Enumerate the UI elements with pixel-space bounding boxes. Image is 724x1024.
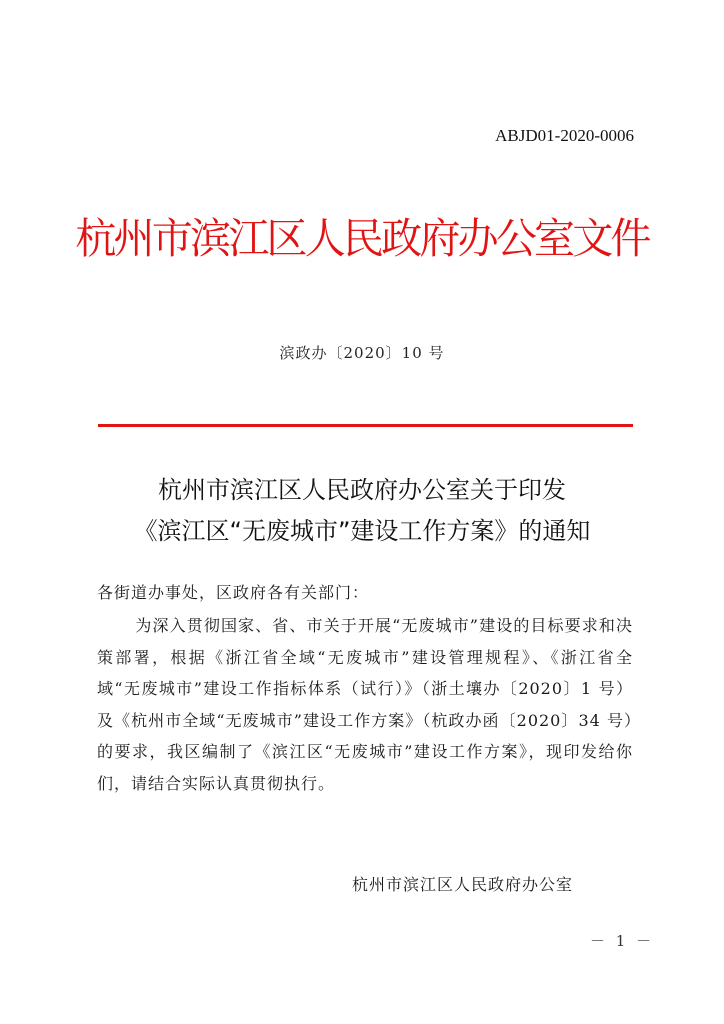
document-title-line-2: 《滨江区“无废城市”建设工作方案》的通知 <box>133 517 591 545</box>
issuer-signature: 杭州市滨江区人民政府办公室 <box>352 875 574 894</box>
masthead-title: 杭州市滨江区人民政府办公室文件 <box>75 214 649 263</box>
body-paragraph: 为深入贯彻国家、省、市关于开展“无废城市”建设的目标要求和决策部署，根据《浙江省全域“无废城市”建设管理规程》、《浙江省全域“无废城市”建设工作指标体系（试行）》（浙土壤办〔2020〕1 号）及《杭州市全域“无废城市”建设工作方案》（杭政办函〔2020〕34 号）的要求，我区编制了《滨江区“无废城市”建设工作方案》，现印发给你们，请结合实际认真贯彻执行。 <box>97 616 633 793</box>
document-title-line-1: 杭州市滨江区人民政府办公室关于印发 <box>158 476 566 504</box>
red-divider-line <box>98 424 633 427</box>
salutation: 各街道办事处，区政府各有关部门： <box>97 583 370 602</box>
document-id: ABJD01-2020-0006 <box>495 126 634 145</box>
page-number: － 1 － <box>590 932 655 950</box>
document-number: 滨政办〔2020〕10 号 <box>279 344 445 362</box>
